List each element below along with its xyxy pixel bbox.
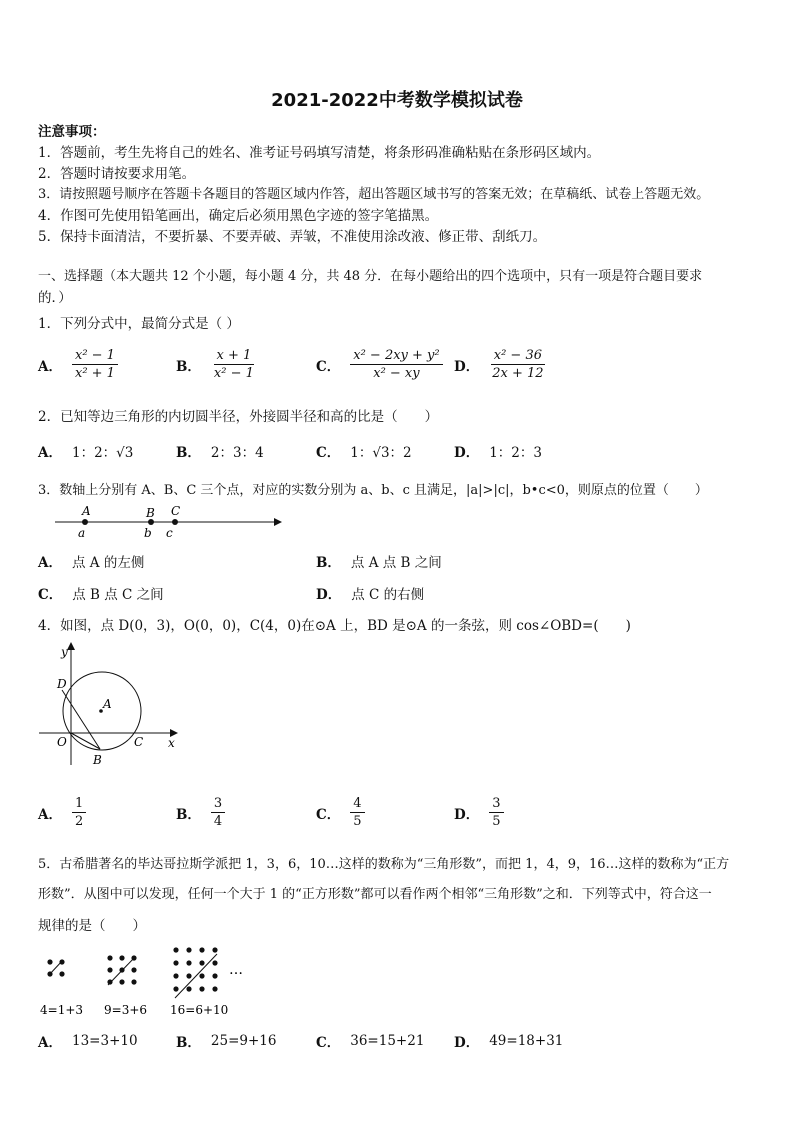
option-text: 点 C 的右侧 [351, 587, 425, 603]
dot [173, 973, 178, 978]
caption-16: 16=6+10 [170, 1003, 229, 1017]
q3-stem: 3．数轴上分别有 A、B、C 三个点，对应的实数分别为 a、b、c 且满足，|a|>|c|，b•c<0，则原点的位置（ ） [38, 483, 708, 498]
dot [119, 979, 124, 984]
label-d: D [57, 677, 67, 691]
fraction: $\frac{4}{5}$ [350, 796, 364, 829]
option-label: C． [316, 806, 341, 823]
fraction: $\frac{\text{x² − 1}}{\text{x² + 1}}$ [72, 348, 118, 381]
option-label: D． [454, 1035, 480, 1051]
label-a: A [103, 697, 112, 711]
option-label: C． [316, 445, 341, 461]
option-label: B． [316, 555, 341, 571]
q2-option-a[interactable] [38, 441, 133, 461]
label-o: O [57, 735, 67, 749]
label-b: B [93, 753, 102, 767]
point-label-c: C [171, 504, 181, 518]
q3-option-a[interactable] [38, 551, 144, 571]
q5-option-c[interactable] [316, 1031, 424, 1051]
dot [131, 979, 136, 984]
q5-line2: 形数”．从图中可以发现，任何一个大于 1 的“正方形数”都可以看作两个相邻“三角形数”之和．下列等式中，符合这一 [38, 887, 712, 902]
dot [107, 979, 112, 984]
option-label: B． [176, 1035, 201, 1051]
option-text: 点 A 的左侧 [71, 555, 145, 571]
q4-option-a[interactable] [38, 796, 86, 829]
option-label: D． [454, 358, 480, 375]
dot [59, 959, 64, 964]
notice-heading: 注意事项： [38, 124, 106, 140]
option-label: C． [316, 358, 341, 375]
value-label-b: b [144, 526, 152, 540]
label-c: C [134, 735, 144, 749]
option-text: 1：√3：2 [350, 445, 412, 461]
fraction: $\frac{3}{4}$ [211, 796, 225, 829]
dot [107, 955, 112, 960]
dot [47, 959, 52, 964]
q1-stem: 1．下列分式中，最简分式是（ ） [38, 316, 240, 332]
q2-option-b[interactable] [176, 441, 264, 461]
option-text: 1：2：3 [489, 445, 542, 461]
option-label: B． [176, 445, 201, 461]
q2-option-d[interactable] [454, 441, 542, 461]
dot [186, 973, 191, 978]
option-label: D． [454, 806, 480, 823]
option-text: 点 B 点 C 之间 [72, 587, 164, 603]
dot [212, 947, 217, 952]
option-text: 36=15+21 [350, 1033, 425, 1049]
fraction: $\frac{\text{x² − 2xy + y²}}{\text{x² − xy}}$ [350, 348, 442, 381]
label-y: y [61, 645, 68, 659]
dot [131, 967, 136, 972]
q1-option-a[interactable] [38, 348, 118, 381]
q5-line1: 5．古希腊著名的毕达哥拉斯学派把 1，3，6，10…这样的数称为“三角形数”，而把 1，4，9，16…这样的数称为“正方 [38, 857, 730, 872]
dot [186, 960, 191, 965]
notice-item-3: 3．请按照题号顺序在答题卡各题目的答题区域内作答，超出答题区域书写的答案无效；在草稿纸、试卷上答题无效。 [38, 187, 710, 202]
q3-option-b[interactable] [316, 551, 442, 571]
q3-option-c[interactable] [38, 583, 164, 603]
caption-4: 4=1+3 [40, 1003, 84, 1017]
dot [119, 955, 124, 960]
q5-option-b[interactable] [176, 1031, 277, 1051]
option-label: A． [38, 806, 62, 823]
q2-stem: 2．已知等边三角形的内切圆半径，外接圆半径和高的比是（ ） [38, 409, 439, 425]
dot [186, 947, 191, 952]
ellipsis: … [229, 962, 243, 978]
dot [199, 960, 204, 965]
q1-option-b[interactable] [176, 348, 257, 381]
option-text: 1：2：√3 [71, 445, 134, 461]
option-text: 2：3：4 [210, 445, 264, 461]
fraction: $\frac{x + 1}{\text{x² − 1}}$ [213, 348, 254, 381]
option-text: 49=18+31 [489, 1033, 564, 1049]
fraction: $\frac{\text{x² − 36}}{2x + 12}$ [492, 348, 544, 381]
circle-figure [36, 640, 186, 770]
square-numbers-figure [36, 940, 276, 1020]
caption-9: 9=3+6 [104, 1003, 148, 1017]
q4-option-c[interactable] [316, 796, 365, 829]
fraction: $\frac{1}{2}$ [72, 796, 86, 829]
point-label-b: B [146, 506, 155, 520]
dot [199, 973, 204, 978]
number-line-figure [52, 500, 284, 542]
option-label: B． [176, 806, 201, 823]
option-label: C． [38, 587, 63, 603]
option-label: C． [316, 1035, 341, 1051]
dot [173, 986, 178, 991]
fraction: $\frac{3}{5}$ [489, 796, 503, 829]
label-x: x [168, 736, 175, 750]
q5-option-a[interactable] [38, 1031, 138, 1051]
q4-option-d[interactable] [454, 796, 504, 829]
option-label: D． [454, 445, 480, 461]
page-title: 2021-2022中考数学模拟试卷 [271, 90, 523, 111]
dot [186, 986, 191, 991]
q5-line3: 规律的是（ ） [38, 918, 146, 934]
option-label: A． [38, 445, 62, 461]
q5-option-d[interactable] [454, 1031, 563, 1051]
value-label-a: a [78, 526, 86, 540]
point-label-a: A [82, 504, 91, 518]
dot [212, 986, 217, 991]
dot [199, 986, 204, 991]
notice-item-2: 2．答题时请按要求用笔。 [38, 166, 196, 182]
q1-option-c[interactable] [316, 348, 443, 381]
dot [212, 960, 217, 965]
dot-patterns [47, 947, 217, 991]
option-label: A． [38, 555, 62, 571]
q4-stem: 4．如图，点 D(0，3)，O(0，0)，C(4，0)在⊙A 上，BD 是⊙A 的一条弦，则 cos∠OBD=( ) [38, 618, 631, 634]
option-label: B． [176, 358, 201, 375]
q1-option-d[interactable] [454, 348, 547, 381]
option-text: 点 A 点 B 之间 [350, 555, 442, 571]
dot [212, 973, 217, 978]
notice-item-5: 5．保持卡面清洁，不要折暴、不要弄破、弄皱，不准使用涂改液、修正带、刮纸刀。 [38, 229, 547, 245]
option-text: 25=9+16 [210, 1033, 277, 1049]
option-text: 13=3+10 [71, 1033, 138, 1049]
notice-item-4: 4．作图可先使用铅笔画出，确定后必须用黑色字迹的签字笔描黑。 [38, 208, 439, 224]
option-label: A． [38, 358, 62, 375]
value-label-c: c [166, 526, 173, 540]
option-label: D． [316, 587, 342, 603]
dot [107, 967, 112, 972]
q4-option-b[interactable] [176, 796, 225, 829]
option-label: A． [38, 1035, 62, 1051]
q2-option-c[interactable] [316, 441, 412, 461]
notice-item-1: 1．答题前，考生先将自己的姓名、准考证号码填写清楚，将条形码准确粘贴在条形码区域内。 [38, 145, 601, 161]
section-heading-line1: 一、选择题（本大题共 12 个小题，每小题 4 分，共 48 分．在每小题给出的四个选项中，只有一项是符合题目要求 [38, 269, 703, 284]
section-heading-line2: 的．） [38, 290, 72, 306]
dot [199, 947, 204, 952]
dot [173, 947, 178, 952]
q3-option-d[interactable] [316, 583, 424, 603]
dot [59, 971, 64, 976]
dot [173, 960, 178, 965]
